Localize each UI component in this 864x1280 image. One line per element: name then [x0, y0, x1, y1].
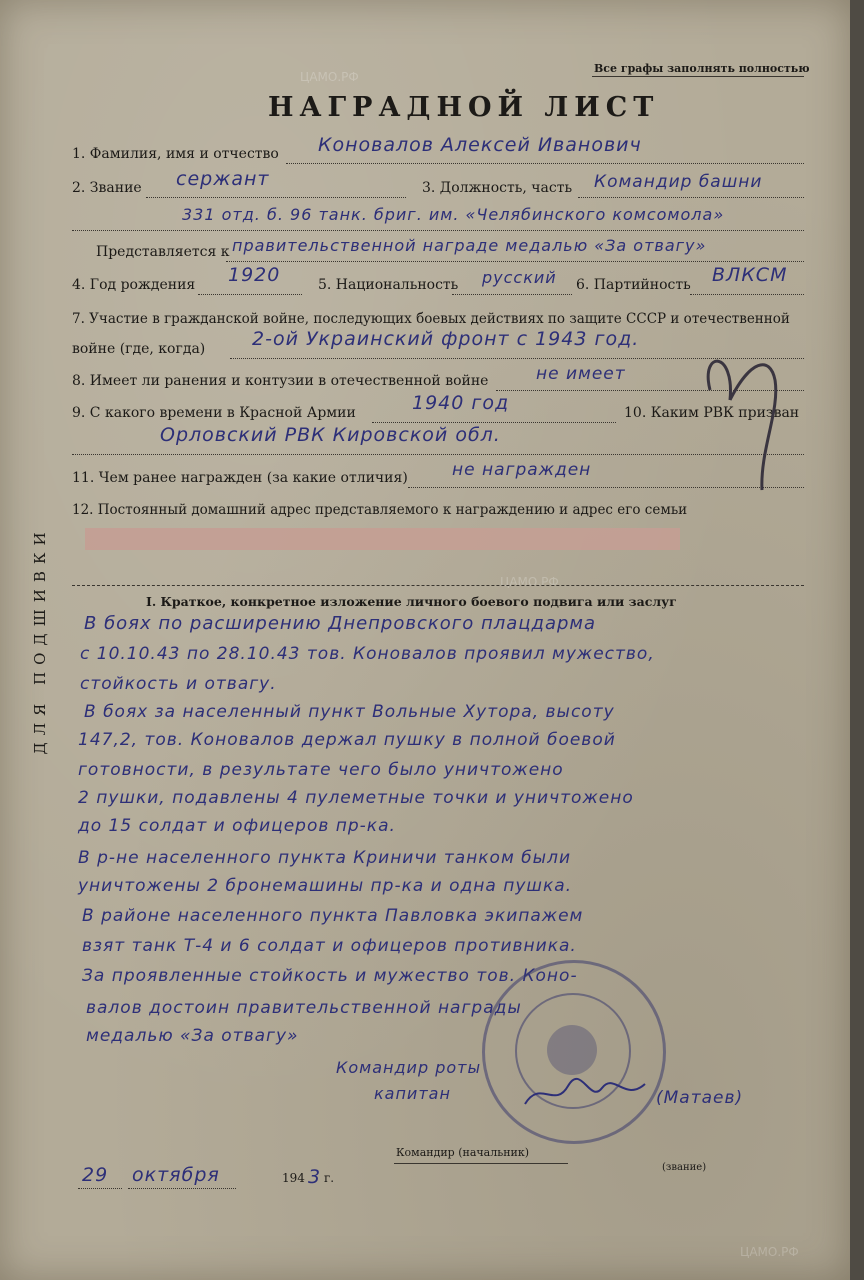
field-3-value: Командир башни — [594, 172, 763, 192]
narrative-line: готовности, в результате чего было уничтожено — [78, 760, 564, 780]
narrative-line: 147,2, тов. Коновалов держал пушку в полной боевой — [78, 730, 616, 750]
watermark: ЦАМО.РФ — [300, 70, 359, 84]
emblem-icon — [547, 1025, 597, 1075]
signer-position: Командир роты — [336, 1058, 482, 1077]
field-10-value: Орловский РВК Кировской обл. — [160, 424, 501, 446]
field-11-label: 11. Чем ранее награжден (за какие отличия) — [72, 470, 408, 486]
field-5-label: 5. Национальность — [318, 277, 459, 293]
narrative-line: За проявленные стойкость и мужество тов. Коно- — [82, 966, 578, 986]
signature — [520, 1074, 650, 1114]
field-12-label: 12. Постоянный домашний адрес представляемого к награждению и адрес его семьи — [72, 502, 688, 518]
field-8-value: не имеет — [536, 364, 626, 384]
signer-rank: капитан — [374, 1084, 451, 1103]
narrative-line: до 15 солдат и офицеров пр-ка. — [78, 816, 396, 836]
redacted-address — [85, 528, 680, 550]
field-1-value: Коновалов Алексей Иванович — [318, 134, 642, 156]
field-2-value: сержант — [176, 168, 270, 190]
field-5-value: русский — [482, 268, 557, 287]
field-7-label: 7. Участие в гражданской войне, последующих боевых действиях по защите СССР и отечественной — [72, 311, 790, 327]
watermark: ЦАМО.РФ — [500, 575, 559, 589]
field-10-label: 10. Каким РВК призван — [624, 405, 800, 421]
field-2-label: 2. Звание — [72, 180, 142, 196]
date-suffix: г. — [324, 1171, 335, 1185]
narrative-line: валов достоин правительственной награды — [86, 998, 522, 1018]
date-year-digit: 3 — [308, 1166, 322, 1188]
field-1-label: 1. Фамилия, имя и отчество — [72, 146, 279, 162]
narrative-line: В районе населенного пункта Павловка экипажем — [82, 906, 584, 926]
side-binding-label: ДЛЯ ПОДШИВКИ — [31, 525, 49, 755]
field-4-label: 4. Год рождения — [72, 277, 196, 293]
date-month: октября — [132, 1164, 220, 1186]
marginal-signature — [690, 330, 800, 500]
signer-name: (Матаев) — [656, 1088, 744, 1108]
field-7-label-cont: войне (где, когда) — [72, 341, 206, 357]
rank-label: (звание) — [662, 1162, 707, 1173]
represented-label: Представляется к — [96, 244, 230, 260]
document-title: НАГРАДНОЙ ЛИСТ — [268, 92, 660, 123]
narrative-line: уничтожены 2 бронемашины пр-ка и одна пушка. — [78, 876, 573, 896]
commander-label: Командир (начальник) — [396, 1146, 530, 1159]
field-3-label: 3. Должность, часть — [422, 180, 573, 196]
field-6-label: 6. Партийность — [576, 277, 691, 293]
represented-value: правительственной награде медалью «За отвагу» — [232, 236, 707, 255]
section-heading: I. Краткое, конкретное изложение личного боевого подвига или заслуг — [146, 594, 677, 609]
narrative-line: медалью «За отвагу» — [86, 1026, 299, 1046]
field-6-value: ВЛКСМ — [712, 264, 788, 286]
field-9-label: 9. С какого времени в Красной Армии — [72, 405, 356, 421]
field-8-label: 8. Имеет ли ранения и контузии в отечественной войне — [72, 373, 489, 389]
watermark: ЦАМО.РФ — [740, 1245, 799, 1259]
fill-instruction-note: Все графы заполнять полностью — [594, 62, 810, 75]
field-11-value: не награжден — [452, 460, 592, 480]
field-9-value: 1940 год — [412, 392, 510, 414]
field-3-value-continued: 331 отд. б. 96 танк. бриг. им. «Челябинского комсомола» — [182, 205, 725, 224]
narrative-line: В боях по расширению Днепровского плацдарма — [84, 613, 597, 634]
date-year-prefix: 194 — [282, 1171, 305, 1185]
narrative-line: взят танк Т-4 и 6 солдат и офицеров противника. — [82, 936, 577, 956]
field-4-value: 1920 — [228, 264, 281, 286]
date-day: 29 — [82, 1164, 109, 1186]
official-seal — [482, 960, 666, 1144]
narrative-line: В боях за населенный пункт Вольные Хутора, высоту — [84, 702, 615, 722]
field-7-value: 2-ой Украинский фронт с 1943 год. — [252, 328, 640, 350]
narrative-line: В р-не населенного пункта Криничи танком были — [78, 848, 572, 868]
page-edge — [850, 0, 864, 1280]
narrative-line: 2 пушки, подавлены 4 пулеметные точки и уничтожено — [78, 788, 634, 808]
narrative-line: стойкость и отвагу. — [80, 674, 277, 694]
narrative-line: с 10.10.43 по 28.10.43 тов. Коновалов проявил мужество, — [80, 644, 655, 664]
